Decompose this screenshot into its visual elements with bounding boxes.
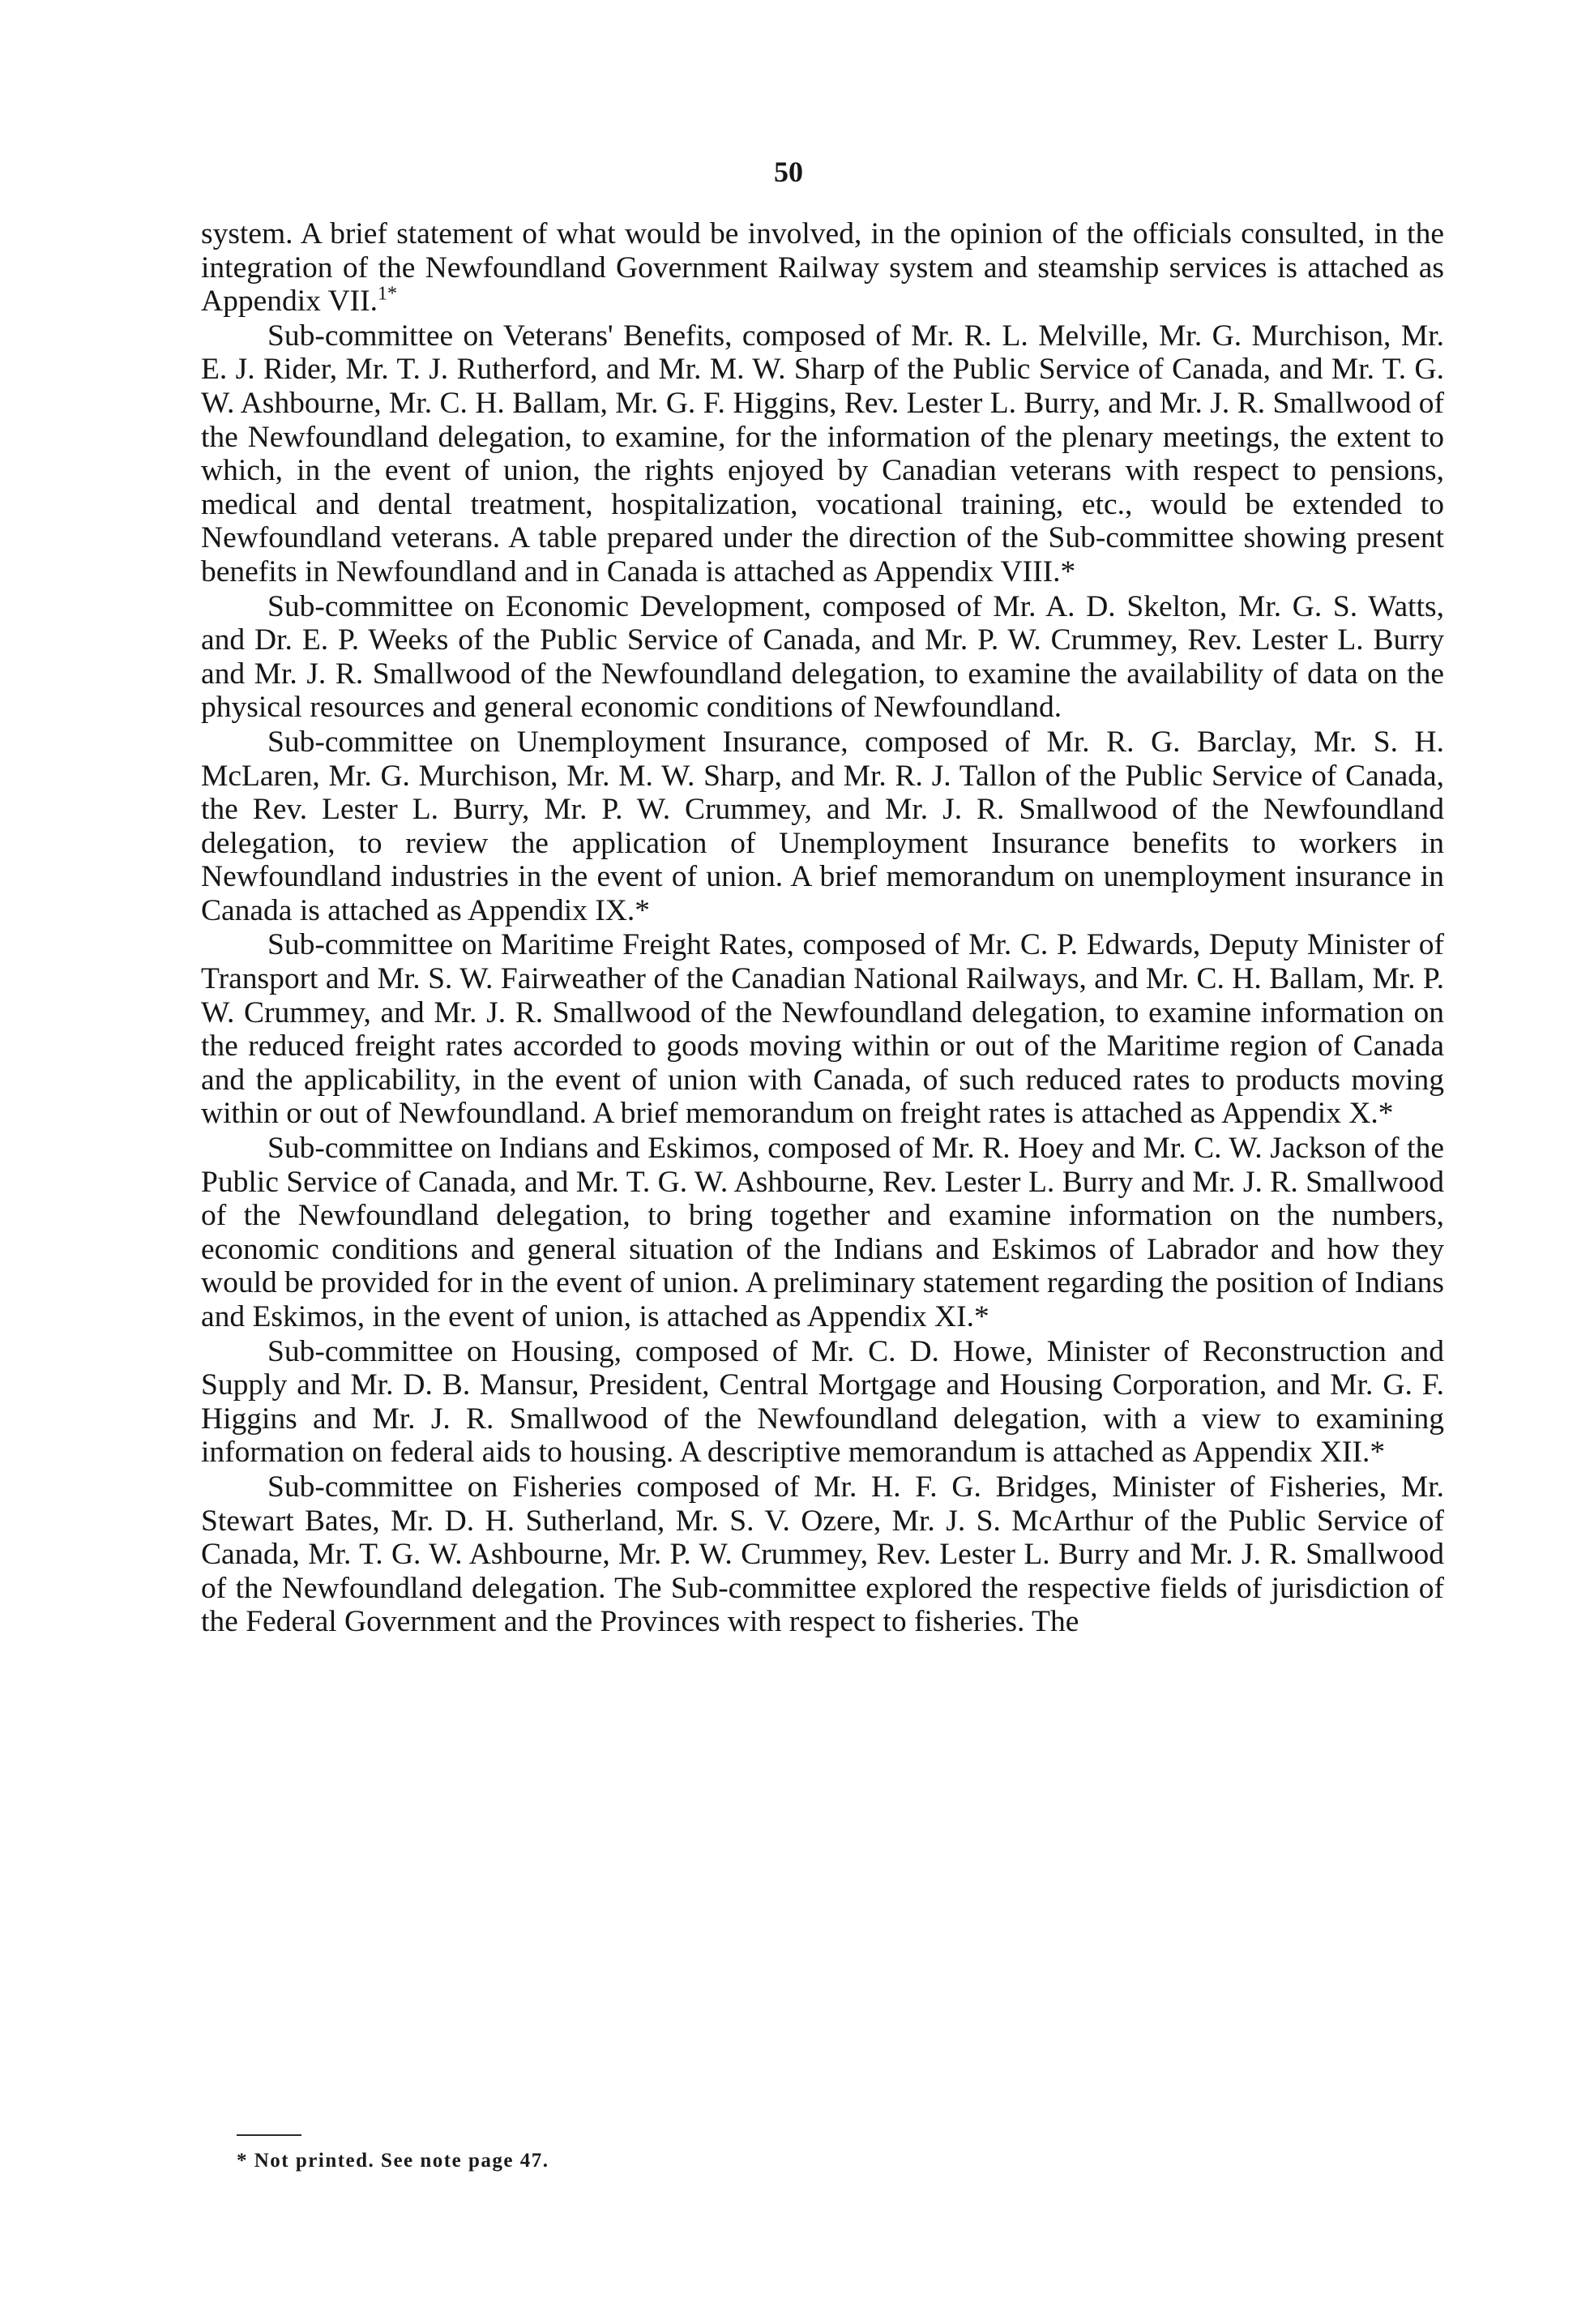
page-number: 50 xyxy=(774,156,803,188)
body-text xyxy=(201,217,1444,1639)
paragraph-unemployment-insurance: Sub-committee on Unemployment Insurance, composed of Mr. R. G. Barclay, Mr. S. H. McLaren, Mr. G. Murchison, Mr. M. W. Sharp, and Mr. R. J. Tallon of the Public Service of Canada, the Rev. Lester L. Burry, Mr. P. W. Crummey, and Mr. J. R. Smallwood of the Newfoundland delegation, to review the application of Unemployment Insurance benefits to workers in Newfoundland industries in the event of union. A brief memorandum on unemployment insurance in Canada is attached as Appendix IX.* xyxy=(201,725,1444,927)
footnote-divider xyxy=(237,2134,301,2136)
paragraph-fisheries: Sub-committee on Fisheries composed of Mr. H. F. G. Bridges, Minister of Fisheries, Mr. Stewart Bates, Mr. D. H. Sutherland, Mr. S. V. Ozere, Mr. J. S. McArthur of the Public Service of Canada, Mr. T. G. W. Ashbourne, Mr. P. W. Crummey, Rev. Lester L. Burry and Mr. J. R. Smallwood of the Newfoundland delegation. The Sub-committee explored the respective fields of jurisdiction of the Federal Government and the Provinces with respect to fisheries. The xyxy=(201,1470,1444,1639)
paragraph-maritime-freight-rates: Sub-committee on Maritime Freight Rates, composed of Mr. C. P. Edwards, Deputy Minister of Transport and Mr. S. W. Fairweather of the Canadian National Railways, and Mr. C. H. Ballam, Mr. P. W. Crummey, and Mr. J. R. Smallwood of the Newfoundland delegation, to examine information on the reduced freight rates accorded to goods moving within or out of the Maritime region of Canada and the applicability, in the event of union with Canada, of such reduced rates to products moving within or out of Newfoundland. A brief memorandum on freight rates is attached as Appendix X.* xyxy=(201,928,1444,1131)
footnote-marker: 1* xyxy=(378,283,398,305)
paragraph-housing: Sub-committee on Housing, composed of Mr. C. D. Howe, Minister of Reconstruction and Supply and Mr. D. B. Mansur, President, Central Mortgage and Housing Corporation, and Mr. G. F. Higgins and Mr. J. R. Smallwood of the Newfoundland delegation, with a view to examining information on federal aids to housing. A descriptive memorandum is attached as Appendix XII.* xyxy=(201,1334,1444,1470)
paragraph-veterans-benefits: Sub-committee on Veterans' Benefits, composed of Mr. R. L. Melville, Mr. G. Murchison, Mr. E. J. Rider, Mr. T. J. Rutherford, and Mr. M. W. Sharp of the Public Service of Canada, and Mr. T. G. W. Ashbourne, Mr. C. H. Ballam, Mr. G. F. Higgins, Rev. Lester L. Burry, and Mr. J. R. Smallwood of the Newfoundland delegation, to examine, for the information of the plenary meetings, the extent to which, in the event of union, the rights enjoyed by Canadian veterans with respect to pensions, medical and dental treatment, hospitalization, vocational training, etc., would be extended to Newfoundland veterans. A table prepared under the direction of the Sub-committee showing present benefits in Newfoundland and in Canada is attached as Appendix VIII.* xyxy=(201,319,1444,588)
paragraph-economic-development: Sub-committee on Economic Development, composed of Mr. A. D. Skelton, Mr. G. S. Watts, and Dr. E. P. Weeks of the Public Service of Canada, and Mr. P. W. Crummey, Rev. Lester L. Burry and Mr. J. R. Smallwood of the Newfoundland delegation, to examine the availability of data on the physical resources and general economic conditions of Newfoundland. xyxy=(201,589,1444,725)
paragraph-text: system. A brief statement of what would be involved, in the opinion of the officials consulted, in the integration of the Newfoundland Government Railway system and steamship services is attached as Appendix VII. xyxy=(201,217,1444,319)
paragraph-railway-statement xyxy=(201,217,1444,319)
footnote: * Not printed. See note page 47. xyxy=(237,2150,549,2172)
paragraph-indians-eskimos: Sub-committee on Indians and Eskimos, composed of Mr. R. Hoey and Mr. C. W. Jackson of the Public Service of Canada, and Mr. T. G. W. Ashbourne, Rev. Lester L. Burry and Mr. J. R. Smallwood of the Newfoundland delegation, to bring together and examine information on the numbers, economic conditions and general situation of the Indians and Eskimos of Labrador and how they would be provided for in the event of union. A preliminary statement regarding the position of Indians and Eskimos, in the event of union, is attached as Appendix XI.* xyxy=(201,1132,1444,1333)
